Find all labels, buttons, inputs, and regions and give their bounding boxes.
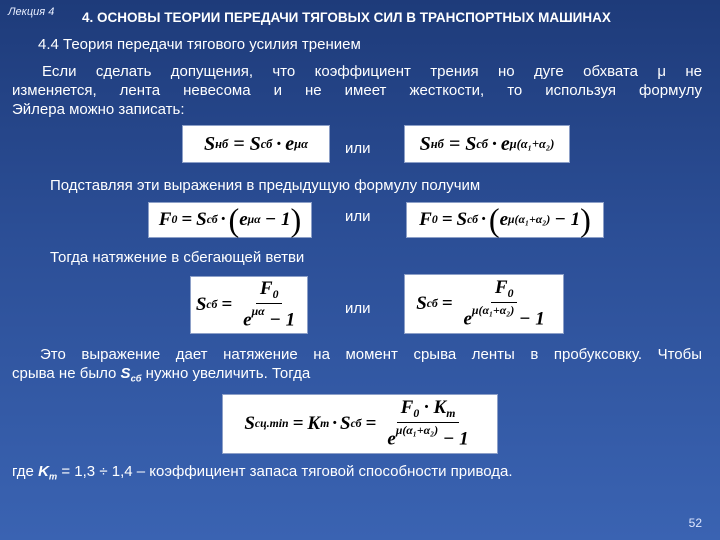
page-number: 52 xyxy=(688,516,702,530)
paragraph-slack-tension: Тогда натяжение в сбегающей ветви xyxy=(50,249,305,266)
para1-line2: изменяется, лента невесома и не имеет жесткости, то используя формулу xyxy=(12,82,702,99)
formula-euler-sum: S нб = S сб · e μ(α₁+α₂) xyxy=(404,125,570,163)
paragraph-euler-intro xyxy=(12,62,702,119)
or-label-2: или xyxy=(345,208,371,225)
or-label-1: или xyxy=(345,140,371,157)
para4-line2: срыва не было $S_{сб}$ нужно увеличить. Тогда xyxy=(12,365,311,384)
paragraph-reserve-factor: где $K_т = 1,3 \div 1,4$ – коэффициент запаса тяговой способности привода. xyxy=(12,463,513,482)
para1-line3: Эйлера можно записать: xyxy=(12,101,185,118)
paragraph-substitution: Подставляя эти выражения в предыдущую формулу получим xyxy=(50,177,481,194)
lecture-label: Лекция 4 xyxy=(8,6,55,18)
formula-Ssb-sum: S сб = $\frac{F_0}{e^{\mu(\alpha_1+\alpha_2)} - 1}$ xyxy=(404,274,564,334)
section-subtitle: 4.4 Теория передачи тягового усилия трением xyxy=(38,36,361,53)
para4-line1: Это выражение дает натяжение на момент срыва ленты в пробуксовку. Чтобы xyxy=(40,346,702,363)
or-label-3: или xyxy=(345,300,371,317)
para1-line1: Если сделать допущения, что коэффициент трения но дуге обхвата μ не xyxy=(42,63,702,80)
formula-Ssb-simple: S сб = $\frac{F_0}{e^{\mu\alpha} - 1}$ xyxy=(190,276,308,334)
page-title: 4. ОСНОВЫ ТЕОРИИ ПЕРЕДАЧИ ТЯГОВЫХ СИЛ В ТРАНСПОРТНЫХ МАШИНАХ xyxy=(82,10,611,25)
paragraph-slip-moment xyxy=(12,345,702,388)
formula-Ssc-min: S сц.min = K т · S сб = $\frac{F_0 \cdot K_т}{e^{\mu(\alpha_1+\alpha_2)} - 1}$ xyxy=(222,394,498,454)
formula-F0-sum: F 0 = S сб · ( e μ(α₁+α₂) − 1 ) xyxy=(406,202,604,238)
formula-F0-simple: F 0 = S сб · ( e μα − 1 ) xyxy=(148,202,312,238)
formula-euler-simple: S нб = S сб · e μα xyxy=(182,125,330,163)
